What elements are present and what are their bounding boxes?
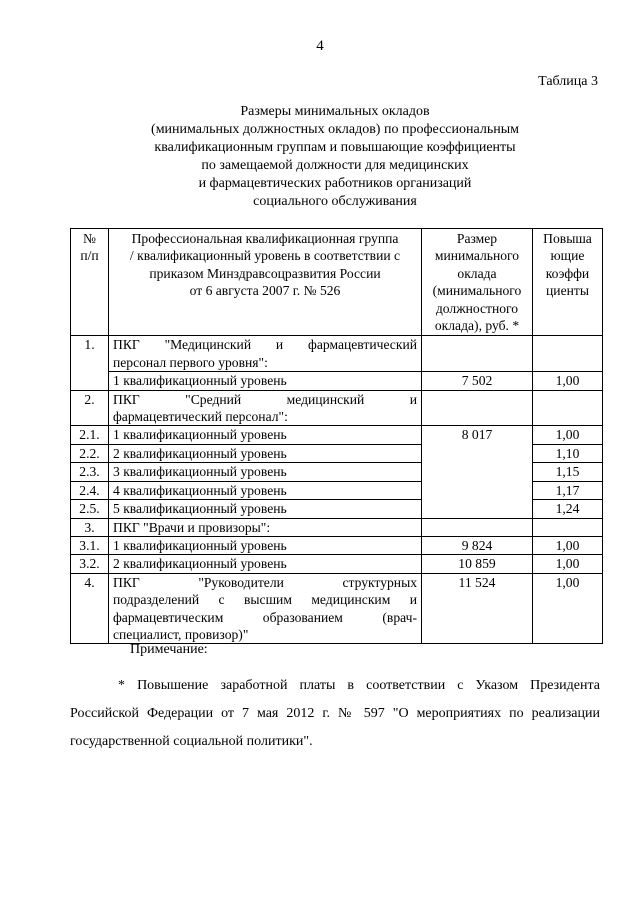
row-coef: 1,00 <box>533 372 603 390</box>
row-num: 4. <box>71 573 109 644</box>
table-row <box>71 536 603 554</box>
row-num: 2.2. <box>71 444 109 462</box>
note-line: * Повышение заработной платы в соответствии с Указом Президента <box>118 678 600 693</box>
table-row <box>71 518 603 536</box>
table-row <box>71 372 603 390</box>
title-line: и фармацевтических работников организаций <box>198 176 472 191</box>
row-salary: 7 502 <box>422 372 533 390</box>
row-salary: 9 824 <box>422 536 533 554</box>
row-coef <box>533 518 603 536</box>
table-row <box>71 336 603 372</box>
note-line: государственной социальной политики". <box>70 734 313 749</box>
row-num: 2.1. <box>71 426 109 444</box>
row-num: 1. <box>71 336 109 390</box>
note-title: Примечание: <box>130 642 208 657</box>
table-row <box>71 426 603 444</box>
table-row <box>71 555 603 573</box>
row-coef: 1,15 <box>533 463 603 481</box>
row-num: 3.1. <box>71 536 109 554</box>
row-group-name: ПКГ "Медицинский и фармацевтический персонал первого уровня": <box>109 336 422 372</box>
row-salary <box>422 390 533 426</box>
row-group-name: ПКГ "Средний медицинский и фармацевтический персонал": <box>109 390 422 426</box>
row-coef <box>533 390 603 426</box>
row-coef: 1,17 <box>533 481 603 499</box>
header-num: № п/п <box>71 229 109 336</box>
row-level-name: 1 квалификационный уровень <box>109 426 422 444</box>
row-group-name: ПКГ "Руководители структурных подразделений с высшим медицинским и фармацевтическим образованием (врач- специалист, провизор)" <box>109 573 422 644</box>
row-num: 2.3. <box>71 463 109 481</box>
row-salary: 10 859 <box>422 555 533 573</box>
row-level-name: 2 квалификационный уровень <box>109 444 422 462</box>
row-salary: 11 524 <box>422 573 533 644</box>
page-number: 4 <box>316 38 324 54</box>
title-line: квалификационным группам и повышающие коэффициенты <box>154 140 516 155</box>
header-coef: Повыша ющие коэффи циенты <box>533 229 603 336</box>
row-group-name: ПКГ "Врачи и провизоры": <box>109 518 422 536</box>
salary-table <box>70 228 603 644</box>
row-num: 3.2. <box>71 555 109 573</box>
row-level-name: 4 квалификационный уровень <box>109 481 422 499</box>
row-salary <box>422 336 533 372</box>
title-line: социального обслуживания <box>253 194 417 209</box>
row-level-name: 5 квалификационный уровень <box>109 500 422 518</box>
row-coef: 1,00 <box>533 536 603 554</box>
table-row <box>71 573 603 644</box>
title-line: по замещаемой должности для медицинских <box>201 158 469 173</box>
row-num: 2.4. <box>71 481 109 499</box>
row-coef: 1,00 <box>533 426 603 444</box>
row-level-name: 1 квалификационный уровень <box>109 372 422 390</box>
row-coef: 1,00 <box>533 555 603 573</box>
table-title <box>70 103 600 211</box>
row-coef: 1,24 <box>533 500 603 518</box>
row-coef: 1,10 <box>533 444 603 462</box>
note-line: Российской Федерации от 7 мая 2012 г. № 597 "О мероприятиях по реализации <box>70 706 600 721</box>
row-num: 3. <box>71 518 109 536</box>
header-salary: Размер минимального оклада (минимального должностного оклада), руб. * <box>422 229 533 336</box>
row-salary <box>422 518 533 536</box>
row-salary: 8 017 <box>422 426 533 518</box>
row-level-name: 3 квалификационный уровень <box>109 463 422 481</box>
table-header-row <box>71 229 603 336</box>
row-num: 2.5. <box>71 500 109 518</box>
row-level-name: 1 квалификационный уровень <box>109 536 422 554</box>
row-level-name: 2 квалификационный уровень <box>109 555 422 573</box>
table-row <box>71 390 603 426</box>
header-group: Профессиональная квалификационная группа / квалификационный уровень в соответствии с приказом Минздравсоцразвития России от 6 августа 2007 г. № 526 <box>109 229 422 336</box>
row-coef <box>533 336 603 372</box>
title-line: Размеры минимальных окладов <box>240 104 430 119</box>
note-text <box>70 672 600 756</box>
title-line: (минимальных должностных окладов) по профессиональным <box>151 122 519 137</box>
table-label: Таблица 3 <box>538 74 598 89</box>
row-coef: 1,00 <box>533 573 603 644</box>
row-num: 2. <box>71 390 109 426</box>
